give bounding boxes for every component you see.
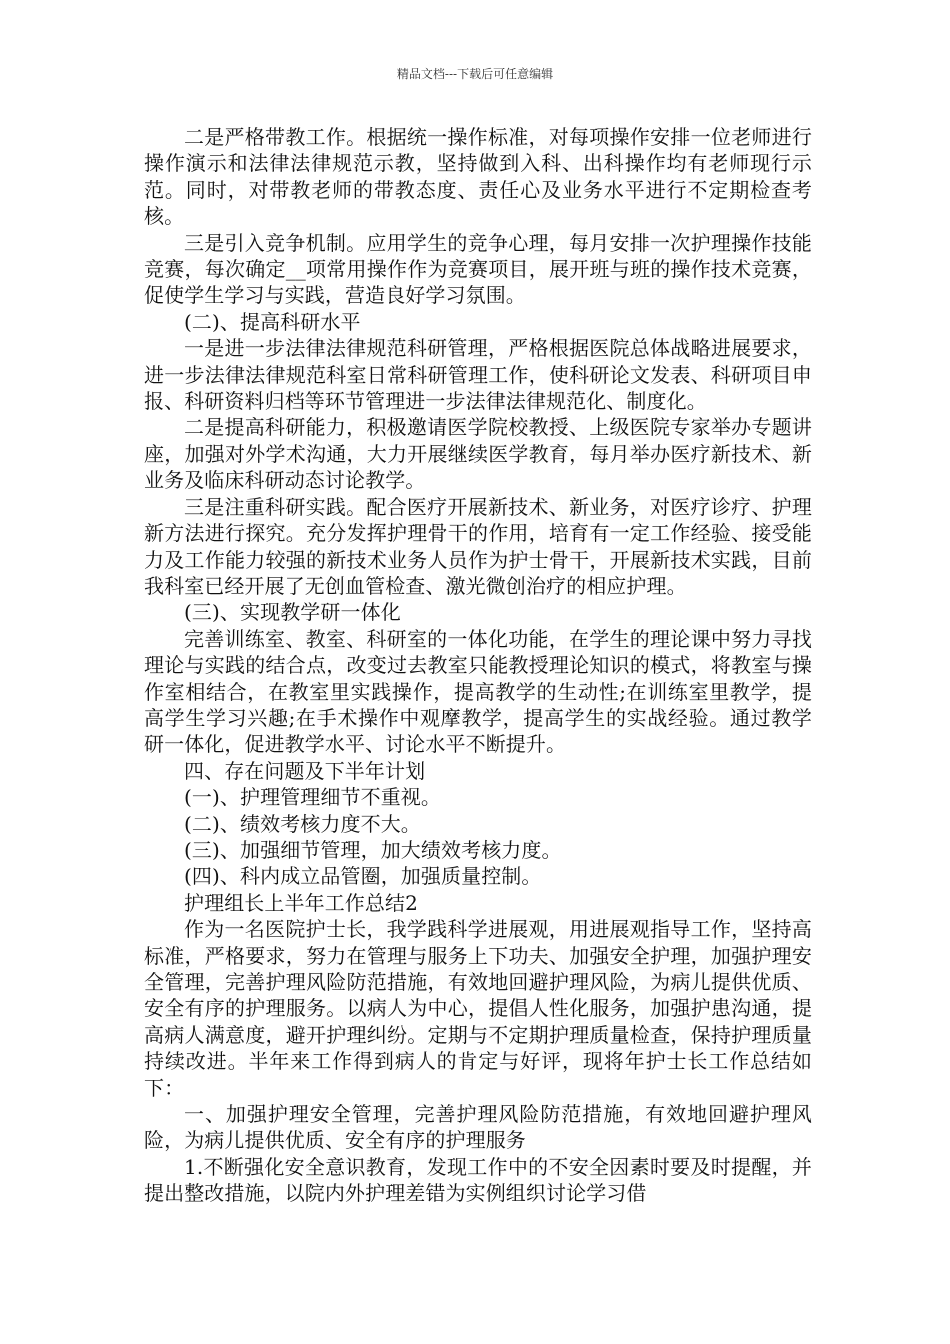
page-header: 精品文档---下载后可任意编辑 bbox=[396, 67, 554, 81]
section-heading: 四、存在问题及下半年计划 bbox=[184, 758, 426, 783]
paragraph: 完善训练室、教室、科研室的一体化功能，在学生的理论课中努力寻找理论与实践的结合点，改变过去教室只能教授理论知识的模式，将教室与操作室相结合，在教室里实践操作，提高教学的生动性;在训练室里教学，提高学生学习兴趣;在手术操作中观摩教学，提高学生的实战经验。通过教学研一体化，促进教学水平、讨论水平不断提升。 bbox=[144, 626, 812, 757]
paragraph: 二是严格带教工作。根据统一操作标准，对每项操作安排一位老师进行操作演示和法律法律规范示教，坚持做到入科、出科操作均有老师现行示范。同时，对带教老师的带教态度、责任心及业务水平进行不定期检查考核。 bbox=[144, 125, 812, 229]
paragraph: 1.不断强化安全意识教育，发现工作中的不安全因素时要及时提醒，并提出整改措施，以院内外护理差错为实例组织讨论学习借 bbox=[144, 1154, 812, 1206]
document-body bbox=[144, 124, 812, 1207]
paragraph: 一是进一步法律法律规范科研管理，严格根据医院总体战略进展要求，进一步法律法律规范科室日常科研管理工作，使科研论文发表、科研项目申报、科研资料归档等环节管理进一步法律法律规范化、制度化。 bbox=[144, 336, 812, 414]
list-item: (一)、护理管理细节不重视。 bbox=[184, 785, 442, 810]
paragraph: 二是提高科研能力，积极邀请医学院校教授、上级医院专家举办专题讲座，加强对外学术沟通，大力开展继续医学教育，每月举办医疗新技术、新业务及临床科研动态讨论教学。 bbox=[144, 415, 812, 493]
paragraph: 三是注重科研实践。配合医疗开展新技术、新业务，对医疗诊疗、护理新方法进行探究。充分发挥护理骨干的作用，培育有一定工作经验、接受能力及工作能力较强的新技术业务人员作为护士骨干，开展新技术实践，目前我科室已经开展了无创血管检查、激光微创治疗的相应护理。 bbox=[144, 494, 812, 598]
paragraph: 三是引入竞争机制。应用学生的竞争心理，每月安排一次护理操作技能竞赛，每次确定__项常用操作作为竞赛项目，展开班与班的操作技术竞赛，促使学生学习与实践，营造良好学习氛围。 bbox=[144, 230, 812, 308]
document-title: 护理组长上半年工作总结2 bbox=[184, 890, 418, 915]
paragraph: 作为一名医院护士长，我学践科学进展观，用进展观指导工作，坚持高标准，严格要求，努力在管理与服务上下功夫、加强安全护理，加强护理安全管理，完善护理风险防范措施，有效地回避护理风险，为病儿提供优质、安全有序的护理服务。以病人为中心，提倡人性化服务，加强护患沟通，提高病人满意度，避开护理纠纷。定期与不定期护理质量检查，保持护理质量持续改进。半年来工作得到病人的肯定与好评，现将年护士长工作总结如下： bbox=[144, 917, 812, 1100]
section-heading: (二)、提高科研水平 bbox=[184, 309, 361, 334]
list-item: (二)、绩效考核力度不大。 bbox=[184, 811, 421, 836]
section-heading: 一、加强护理安全管理，完善护理风险防范措施，有效地回避护理风险，为病儿提供优质、安全有序的护理服务 bbox=[144, 1102, 812, 1153]
section-heading: (三)、实现教学研一体化 bbox=[184, 600, 401, 625]
list-item: (四)、科内成立品管圈，加强质量控制。 bbox=[184, 864, 542, 889]
list-item: (三)、加强细节管理，加大绩效考核力度。 bbox=[184, 837, 562, 862]
